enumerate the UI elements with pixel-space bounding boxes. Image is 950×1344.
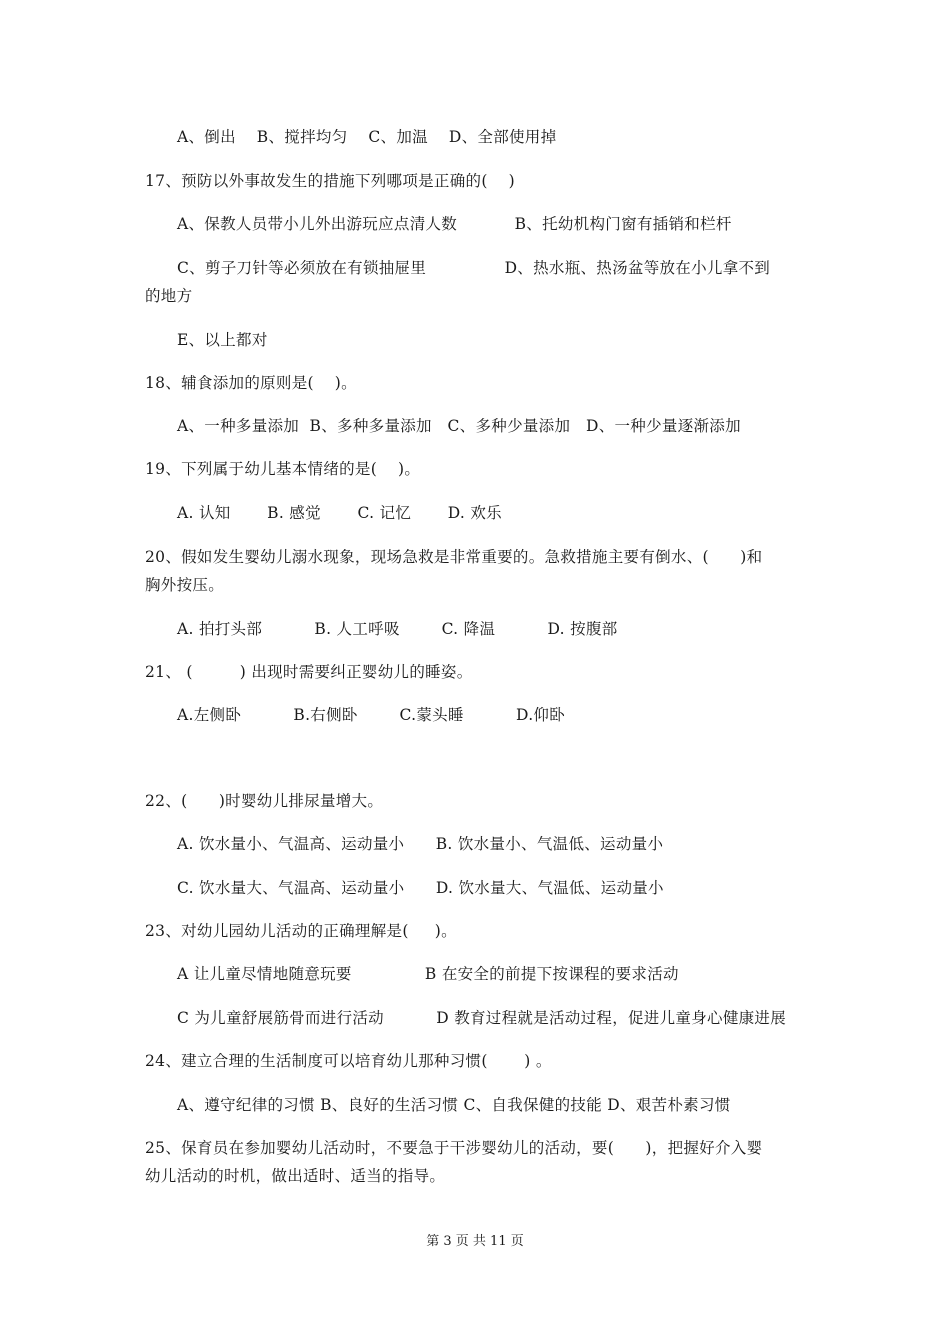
page-footer: 第 3 页 共 11 页 — [426, 1234, 524, 1249]
q19-question: 19、下列属于幼儿基本情绪的是( )。 — [145, 460, 421, 478]
q20-question-cont: 胸外按压。 — [145, 576, 225, 594]
q17-options-cd: C、剪子刀针等必须放在有锁抽屉里 D、热水瓶、热汤盆等放在小儿拿不到 — [177, 259, 771, 277]
q24-question: 24、建立合理的生活制度可以培育幼儿那种习惯( ) 。 — [145, 1052, 552, 1070]
q22-options-ab: A. 饮水量小、气温高、运动量小 B. 饮水量小、气温低、运动量小 — [177, 835, 664, 853]
q23-options-cd: C 为儿童舒展筋骨而进行活动 D 教育过程就是活动过程，促进儿童身心健康进展 — [177, 1009, 787, 1027]
q21-options: A.左侧卧 B.右侧卧 C.蒙头睡 D.仰卧 — [177, 706, 566, 724]
q21-question: 21、 ( ) 出现时需要纠正婴幼儿的睡姿。 — [145, 663, 473, 681]
q19-options: A. 认知 B. 感觉 C. 记忆 D. 欢乐 — [177, 504, 502, 522]
q23-options-ab: A 让儿童尽情地随意玩要 B 在安全的前提下按课程的要求活动 — [177, 965, 679, 983]
q17-options-ab: A、保教人员带小儿外出游玩应点清人数 B、托幼机构门窗有插销和栏杆 — [177, 215, 732, 233]
q24-options: A、遵守纪律的习惯 B、良好的生活习惯 C、自我保健的技能 D、艰苦朴素习惯 — [177, 1096, 731, 1114]
q25-question: 25、保育员在参加婴幼儿活动时，不要急于干涉婴幼儿的活动，要( )，把握好介入婴 — [145, 1139, 763, 1157]
q20-question: 20、假如发生婴幼儿溺水现象，现场急救是非常重要的。急救措施主要有倒水、( )和 — [145, 548, 763, 566]
q17-question: 17、预防以外事故发生的措施下列哪项是正确的( ) — [145, 172, 515, 190]
q25-question-cont: 幼儿活动的时机，做出适时、适当的指导。 — [145, 1167, 446, 1185]
q22-options-cd: C. 饮水量大、气温高、运动量小 D. 饮水量大、气温低、运动量小 — [177, 879, 664, 897]
q22-question: 22、( )时婴幼儿排尿量增大。 — [145, 792, 384, 810]
q16-options: A、倒出 B、搅拌均匀 C、加温 D、全部使用掉 — [177, 128, 557, 146]
q17-options-cd-cont: 的地方 — [145, 287, 193, 305]
q18-options: A、一种多量添加 B、多种多量添加 C、多种少量添加 D、一种少量逐渐添加 — [177, 417, 741, 435]
q17-option-e: E、以上都对 — [177, 331, 268, 349]
q20-options: A. 拍打头部 B. 人工呼吸 C. 降温 D. 按腹部 — [177, 620, 618, 638]
q18-question: 18、辅食添加的原则是( )。 — [145, 374, 357, 392]
q23-question: 23、对幼儿园幼儿活动的正确理解是( )。 — [145, 922, 457, 940]
